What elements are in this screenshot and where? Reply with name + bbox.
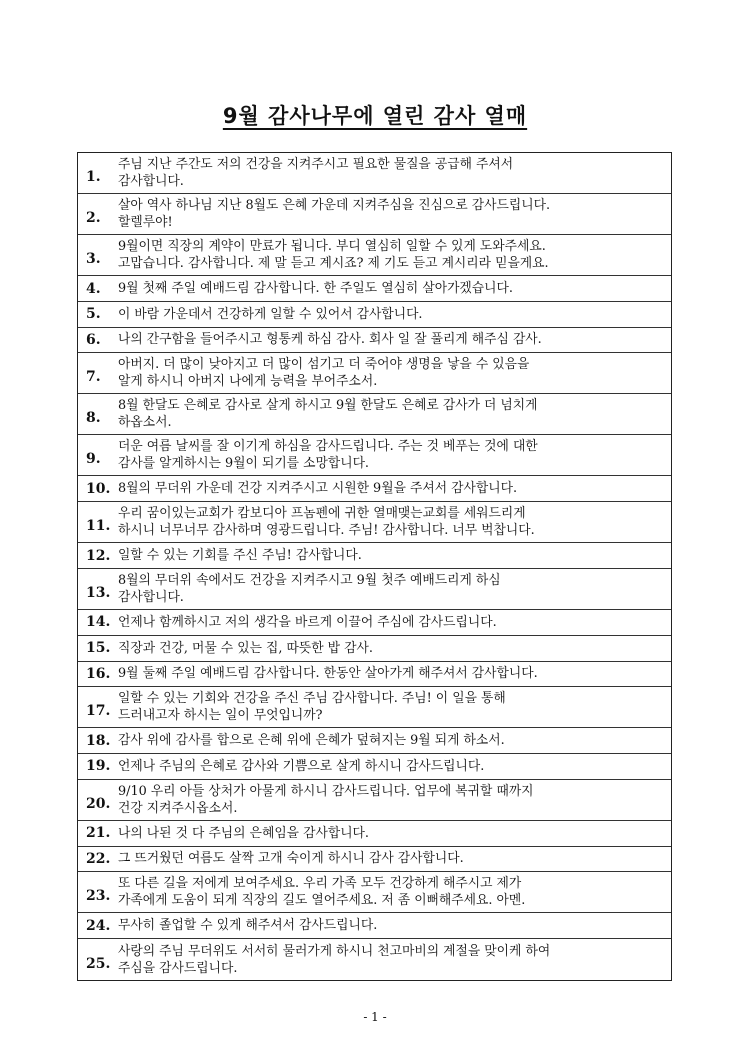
item-text: 우리 꿈이있는교회가 캄보디아 프놈펜에 귀한 열매맺는교회를 세워드리게 하시니 너무너무 감사하며 영광드립니다. 주님! 감사합니다. 너무 벅찹니다. bbox=[118, 506, 535, 539]
list-item bbox=[78, 913, 671, 939]
item-text: 살아 역사 하나님 지난 8월도 은혜 가운데 지켜주심을 진심으로 감사드립니다. 할렐루야! bbox=[118, 198, 551, 231]
item-text: 언제나 함께하시고 저의 생각을 바르게 이끌어 주심에 감사드립니다. bbox=[118, 614, 497, 630]
list-item bbox=[78, 728, 671, 754]
list-item bbox=[78, 754, 671, 780]
item-text: 그 뜨거웠던 여름도 살짝 고개 숙이게 하시니 감사 감사합니다. bbox=[118, 851, 464, 867]
item-number: 2. bbox=[86, 210, 101, 227]
item-text: 일할 수 있는 기회와 건강을 주신 주님 감사합니다. 주님! 이 일을 통해 드러내고자 하시는 일이 무엇입니까? bbox=[118, 691, 506, 724]
list-item bbox=[78, 476, 671, 502]
item-number: 7. bbox=[86, 369, 101, 386]
list-item bbox=[78, 235, 671, 276]
list-item bbox=[78, 194, 671, 235]
page-title: 9월 감사나무에 열린 감사 열매 bbox=[222, 104, 528, 128]
item-number: 25. bbox=[86, 955, 111, 972]
item-text: 직장과 건강, 머물 수 있는 집, 따뜻한 밥 감사. bbox=[118, 640, 373, 656]
item-number: 20. bbox=[86, 795, 111, 812]
item-text: 더운 여름 날씨를 잘 이기게 하심을 감사드립니다. 주는 것 베푸는 것에 대한 감사를 알게하시는 9월이 되기를 소망합니다. bbox=[118, 439, 538, 472]
list-item bbox=[78, 276, 671, 302]
list-item bbox=[78, 610, 671, 636]
item-text: 9월 둘째 주일 예배드림 감사합니다. 한동안 살아가게 해주셔서 감사합니다. bbox=[118, 666, 538, 682]
item-text: 9/10 우리 아들 상처가 아물게 하시니 감사드립니다. 업무에 복귀할 때까지 건강 지켜주시옵소서. bbox=[118, 783, 534, 816]
list-item bbox=[78, 687, 671, 728]
list-item bbox=[78, 872, 671, 913]
item-number: 18. bbox=[86, 732, 111, 749]
item-text: 언제나 주님의 은혜로 감사와 기쁨으로 살게 하시니 감사드립니다. bbox=[118, 758, 485, 774]
item-number: 13. bbox=[86, 585, 111, 602]
list-item bbox=[78, 780, 671, 821]
item-text: 일할 수 있는 기회를 주신 주님! 감사합니다. bbox=[118, 548, 362, 564]
item-text: 아버지. 더 많이 낮아지고 더 많이 섬기고 더 죽어야 생명을 낳을 수 있음을 알게 하시니 아버지 나에게 능력을 부어주소서. bbox=[118, 357, 530, 390]
item-text: 이 바람 가운데서 건강하게 일할 수 있어서 감사합니다. bbox=[118, 306, 423, 322]
list-item bbox=[78, 394, 671, 435]
list-item bbox=[78, 636, 671, 662]
item-number: 1. bbox=[86, 169, 101, 186]
item-number: 5. bbox=[86, 306, 101, 323]
page-number: - 1 - bbox=[363, 1010, 387, 1024]
item-number: 14. bbox=[86, 614, 111, 631]
list-item bbox=[78, 662, 671, 688]
gratitude-list bbox=[77, 152, 672, 981]
item-text: 나의 간구함을 들어주시고 형통케 하심 감사. 회사 일 잘 풀리게 해주심 감사. bbox=[118, 332, 542, 348]
item-number: 15. bbox=[86, 640, 111, 657]
list-item bbox=[78, 353, 671, 394]
list-item bbox=[78, 847, 671, 873]
item-number: 24. bbox=[86, 917, 111, 934]
list-item bbox=[78, 328, 671, 354]
item-number: 19. bbox=[86, 758, 111, 775]
item-number: 3. bbox=[86, 251, 101, 268]
list-item bbox=[78, 502, 671, 543]
item-number: 4. bbox=[86, 280, 101, 297]
item-number: 17. bbox=[86, 703, 111, 720]
item-text: 8월의 무더위 가운데 건강 지켜주시고 시원한 9월을 주셔서 감사합니다. bbox=[118, 481, 518, 497]
list-item bbox=[78, 435, 671, 476]
list-item bbox=[78, 543, 671, 569]
item-text: 8월 한달도 은혜로 감사로 살게 하시고 9월 한달도 은혜로 감사가 더 넘치게 하옵소서. bbox=[118, 398, 538, 431]
item-text: 8월의 무더위 속에서도 건강을 지켜주시고 9월 첫주 예배드리게 하심 감사합니다. bbox=[118, 573, 501, 606]
item-number: 9. bbox=[86, 451, 101, 468]
item-number: 22. bbox=[86, 850, 111, 867]
item-text: 무사히 졸업할 수 있게 해주셔서 감사드립니다. bbox=[118, 918, 378, 934]
item-number: 23. bbox=[86, 888, 111, 905]
item-number: 11. bbox=[86, 518, 111, 535]
item-number: 10. bbox=[86, 480, 111, 497]
item-text: 감사 위에 감사를 합으로 은혜 위에 은혜가 덮혀지는 9월 되게 하소서. bbox=[118, 733, 505, 749]
item-text: 9월이면 직장의 계약이 만료가 됩니다. 부디 열심히 일할 수 있게 도와주세요. 고맙습니다. 감사합니다. 제 말 듣고 계시죠? 제 기도 듣고 계시리라 믿을게요. bbox=[118, 239, 549, 272]
list-item bbox=[78, 302, 671, 328]
list-item bbox=[78, 153, 671, 194]
list-item bbox=[78, 939, 671, 980]
item-text: 주님 지난 주간도 저의 건강을 지켜주시고 필요한 물질을 공급해 주셔서 감사합니다. bbox=[118, 157, 514, 190]
item-text: 나의 나된 것 다 주님의 은혜임을 감사합니다. bbox=[118, 825, 369, 841]
item-number: 16. bbox=[86, 665, 111, 682]
item-text: 또 다른 길을 저에게 보여주세요. 우리 가족 모두 건강하게 해주시고 제가 가족에게 도움이 되게 직장의 길도 열어주세요. 저 좀 이뻐해주세요. 아멘. bbox=[118, 876, 526, 909]
item-number: 8. bbox=[86, 410, 101, 427]
item-text: 사랑의 주님 무더위도 서서히 물러가게 하시니 천고마비의 계절을 맞이케 하여 주심을 감사드립니다. bbox=[118, 943, 551, 976]
item-number: 6. bbox=[86, 331, 101, 348]
list-item bbox=[78, 569, 671, 610]
item-number: 12. bbox=[86, 547, 111, 564]
item-number: 21. bbox=[86, 825, 111, 842]
list-item bbox=[78, 821, 671, 847]
item-text: 9월 첫째 주일 예배드림 감사합니다. 한 주일도 열심히 살아가겠습니다. bbox=[118, 281, 513, 296]
